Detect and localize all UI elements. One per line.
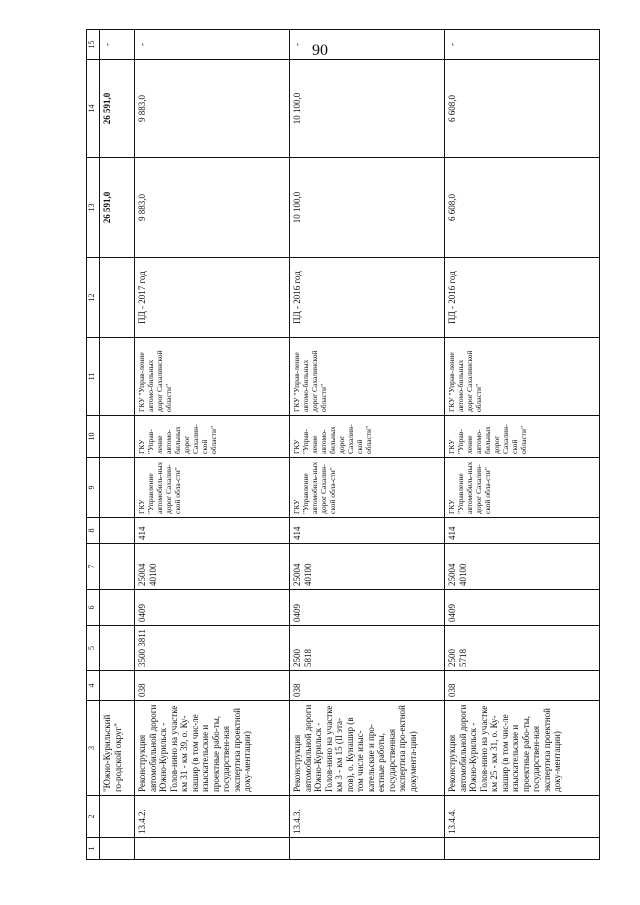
table-cell: ПД - 2016 год [445,258,600,338]
header-cell: 1 [87,838,100,860]
table-cell: ГКУ "Управление автомобиль-ных дорог Сахалин-ской обла-сти" [135,458,290,518]
table-cell: 038 [135,671,290,701]
table-cell: 2500 5718 [445,626,600,671]
header-cell: 12 [87,258,100,338]
table-cell [100,671,135,701]
table-cell: - [290,30,445,60]
table-cell: - [100,30,135,60]
row-number: 13.4.3. [290,796,445,838]
table-cell: 10 100,0 [290,158,445,258]
group-total: 26 591,0 [100,158,135,258]
header-cell: 11 [87,338,100,416]
table-cell: 414 [290,518,445,544]
row-description: Реконструкция автомобильной дороги Южно-Курильск - Голов-нино на участке км 25 - км 31, о. Ку-нашир (в том чис-ле изыскательские и проектные рабо-ты, государствен-ная экспертиза проектной доку-ментации) [445,701,600,796]
table-cell: 414 [445,518,600,544]
table-cell [100,544,135,590]
table-cell: 6 608,0 [445,60,600,158]
table-row [290,30,445,860]
table-cell: 414 [135,518,290,544]
header-cell: 8 [87,518,100,544]
group-row [100,30,135,860]
table-cell [100,416,135,458]
table-cell [100,258,135,338]
table-cell: 3500 3811 [135,626,290,671]
table-cell: ГКУ "Управление автомобиль-ных дорог Сахалин-ской обла-сти" [290,458,445,518]
header-cell: 14 [87,60,100,158]
header-cell: 15 [87,30,100,60]
table-cell [290,838,445,860]
table-cell: ГКУ "Управ-ление автомо-бильных дорог Сахалинской области" [290,338,445,416]
budget-table [86,29,600,860]
table-cell: ГКУ "Управление автомобиль-ных дорог Сахалин-ской обла-сти" [445,458,600,518]
table-cell [135,838,290,860]
table-cell: ГКУ "Управ-ление автомо-бильных дорог Сахалин-ской области" [290,416,445,458]
table-cell: ГКУ "Управ-ление автомо-бильных дорог Сахалин-ской области" [135,416,290,458]
rotated-table-container [86,30,606,860]
page-number: 90 [312,42,328,59]
table-row [135,30,290,860]
table-row [445,30,600,860]
table-cell: 6 608,0 [445,158,600,258]
table-cell: ГКУ "Управ-ление автомо-бильных дорог Сахалинской области" [445,338,600,416]
header-cell: 13 [87,158,100,258]
header-cell: 3 [87,701,100,796]
group-title: "Южно-Курильский го-родской округ" [100,701,135,796]
table-cell [100,458,135,518]
table-cell: ПД - 2016 год [290,258,445,338]
table-cell [100,338,135,416]
header-cell: 7 [87,544,100,590]
table-cell: 10 100,0 [290,60,445,158]
table-cell: 0409 [290,590,445,626]
table-cell: 0409 [445,590,600,626]
table-cell: 9 883,0 [135,60,290,158]
header-cell: 2 [87,796,100,838]
table-cell: ГКУ "Управ-ление автомо-бильных дорог Сахалин-ской области" [445,416,600,458]
table-cell: - [135,30,290,60]
table-cell: 25004 40100 [135,544,290,590]
table-cell [100,590,135,626]
header-cell: 6 [87,590,100,626]
table-cell: 25004 40100 [445,544,600,590]
table-cell: 0409 [135,590,290,626]
row-number: 13.4.4. [445,796,600,838]
header-cell: 10 [87,416,100,458]
header-cell: 9 [87,458,100,518]
table-cell: 9 883,0 [135,158,290,258]
table-cell [100,796,135,838]
table-cell [445,838,600,860]
table-cell: 25004 40100 [290,544,445,590]
table-cell: 038 [290,671,445,701]
table-cell: ПД - 2017 год [135,258,290,338]
table-cell: 2500 5818 [290,626,445,671]
table-cell [100,518,135,544]
row-description: Реконструкция автомобильной дороги Южно-Курильск - Голов-нино на участке км 3 - км 15 (II эта-пов), о. Кунашир (в том числе изыс-кательские и про-ектные работы, государственная экспертиза про-ектной документа-ции) [290,701,445,796]
table-cell: - [445,30,600,60]
header-cell: 4 [87,671,100,701]
row-description: Реконструкция автомобильной дороги Южно-Курильск - Голов-нино на участке км 31 - км 39, о. Ку-нашир (в том чис-ле изыскательские и проектные рабо-ты, государствен-ная экспертиза проектной доку-ментации) [135,701,290,796]
table-cell: ГКУ "Управ-ление автомо-бильных дорог Сахалинской области" [135,338,290,416]
table-cell: 038 [445,671,600,701]
group-total: 26 591,0 [100,60,135,158]
header-cell: 5 [87,626,100,671]
row-number: 13.4.2. [135,796,290,838]
table-cell [100,626,135,671]
header-row [87,30,100,860]
table-cell [100,838,135,860]
